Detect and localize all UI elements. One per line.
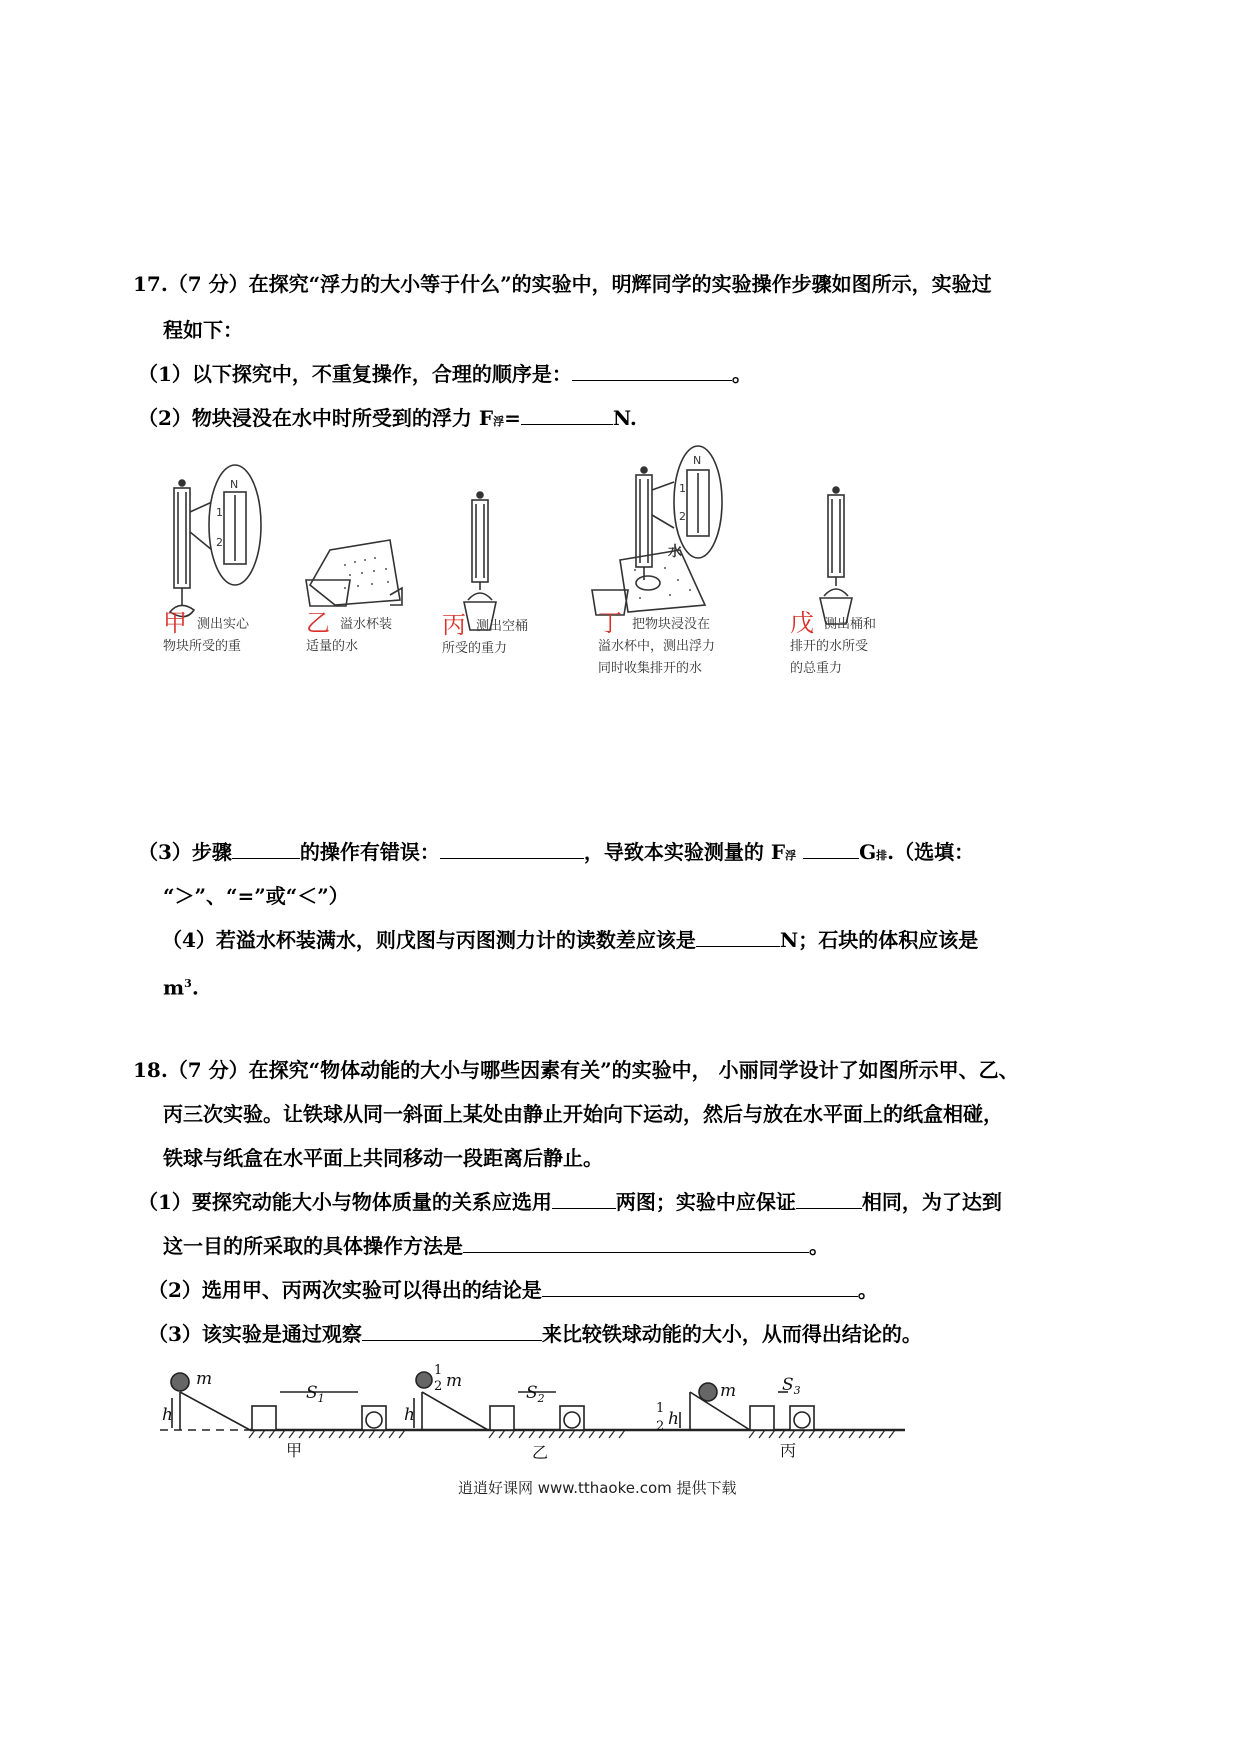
answer-blank[interactable] xyxy=(572,362,732,381)
half-denominator: 2 xyxy=(656,1419,665,1434)
answer-blank[interactable] xyxy=(232,840,300,859)
answer-blank[interactable] xyxy=(696,928,780,947)
q18-part2: （2）选用甲、丙两次实验可以得出的结论是 。 xyxy=(148,1278,878,1302)
q18-figure xyxy=(160,1362,1020,1462)
half-mass-label: m xyxy=(446,1371,463,1391)
spring-scale-bing xyxy=(464,492,496,630)
distance-label-s3: $S_3$ xyxy=(782,1375,801,1397)
step-caption-yi: 乙溢水杯装 适量的水 xyxy=(306,609,393,654)
mass-label: m xyxy=(196,1369,213,1389)
half-numerator: 1 xyxy=(656,1401,665,1416)
meter-tick: 1 xyxy=(216,506,223,519)
q18-header-cont1: 丙三次实验。让铁球从同一斜面上某处由静止开始向下运动，然后与放在水平面上的纸盒相碰， xyxy=(163,1102,1003,1126)
water-label: 水 xyxy=(668,544,682,560)
q18-part1: （1）要探究动能大小与物体质量的关系应选用 两图；实验中应保证 相同，为了达到 xyxy=(138,1190,1002,1214)
meter-tick: 2 xyxy=(679,510,686,523)
q17-part1: （1）以下探究中，不重复操作，合理的顺序是： 。 xyxy=(138,362,752,386)
q17-part3: （3）步骤 的操作有错误： ，导致本实验测量的 F浮 G排.（选填： xyxy=(138,840,975,864)
step-caption-ding: 丁把物块浸没在 溢水杯中，测出浮力 同时收集排开的水 xyxy=(598,609,716,676)
answer-blank[interactable] xyxy=(796,1190,862,1209)
height-label: h xyxy=(404,1405,415,1425)
answer-blank[interactable] xyxy=(552,1190,616,1209)
step-caption-wu: 戊测出桶和 排开的水所受 的总重力 xyxy=(790,609,877,676)
answer-blank[interactable] xyxy=(803,840,859,859)
overflow-cup-yi xyxy=(306,540,402,606)
step-caption-bing: 丙测出空桶 所受的重力 xyxy=(442,611,529,656)
q18-part1-cont: 这一目的所采取的具体操作方法是 。 xyxy=(163,1234,829,1258)
footer-credit: 逍逍好课网 www.tthaoke.com 提供下载 xyxy=(458,1479,737,1497)
spring-scale-wu xyxy=(820,487,852,624)
setup-label-yi: 乙 xyxy=(532,1443,549,1462)
meter-unit-label: N xyxy=(693,454,702,467)
q17-part2: （2）物块浸没在水中时所受到的浮力 F浮= N. xyxy=(138,406,637,430)
setup-label-bing: 丙 xyxy=(780,1441,797,1460)
q17-part3-cont: “＞”、“=”或“＜”） xyxy=(163,884,349,908)
q18-header: 18.（7 分）在探究“物体动能的大小与哪些因素有关”的实验中， 小丽同学设计了如图所示甲、乙、 xyxy=(133,1058,1019,1082)
distance-label-s1: $S_1$ xyxy=(306,1383,325,1405)
answer-blank[interactable] xyxy=(440,840,584,859)
height-label: h xyxy=(162,1405,173,1425)
meter-unit-label: N xyxy=(230,478,239,491)
setup-label-jia: 甲 xyxy=(286,1441,303,1460)
q18-header-cont2: 铁球与纸盒在水平面上共同移动一段距离后静止。 xyxy=(163,1146,603,1170)
step-caption-jia: 甲测出实心 物块所受的重 xyxy=(163,609,250,654)
answer-blank[interactable] xyxy=(542,1278,858,1297)
q17-part4-cont: $m^3$. xyxy=(163,975,199,1000)
meter-tick: 1 xyxy=(679,482,686,495)
q17-part4: （4）若溢水杯装满水，则戊图与丙图测力计的读数差应该是 N；石块的体积应该是 xyxy=(162,928,979,952)
answer-blank[interactable] xyxy=(362,1322,542,1341)
distance-label-s2: $S_2$ xyxy=(526,1383,545,1405)
answer-blank[interactable] xyxy=(463,1234,809,1253)
answer-blank[interactable] xyxy=(521,406,613,425)
height-label: h xyxy=(668,1409,679,1429)
q17-header-cont: 程如下： xyxy=(163,318,243,342)
meter-tick: 2 xyxy=(216,536,223,549)
q18-part3: （3）该实验是通过观察 来比较铁球动能的大小，从而得出结论的。 xyxy=(148,1322,922,1346)
spring-scale-ding xyxy=(592,446,722,615)
q17-header: 17.（7 分）在探究“浮力的大小等于什么”的实验中，明辉同学的实验操作步骤如图所示，实验过 xyxy=(133,272,992,296)
half-denominator: 2 xyxy=(434,1379,443,1394)
half-numerator: 1 xyxy=(434,1363,443,1378)
mass-label: m xyxy=(720,1381,737,1401)
